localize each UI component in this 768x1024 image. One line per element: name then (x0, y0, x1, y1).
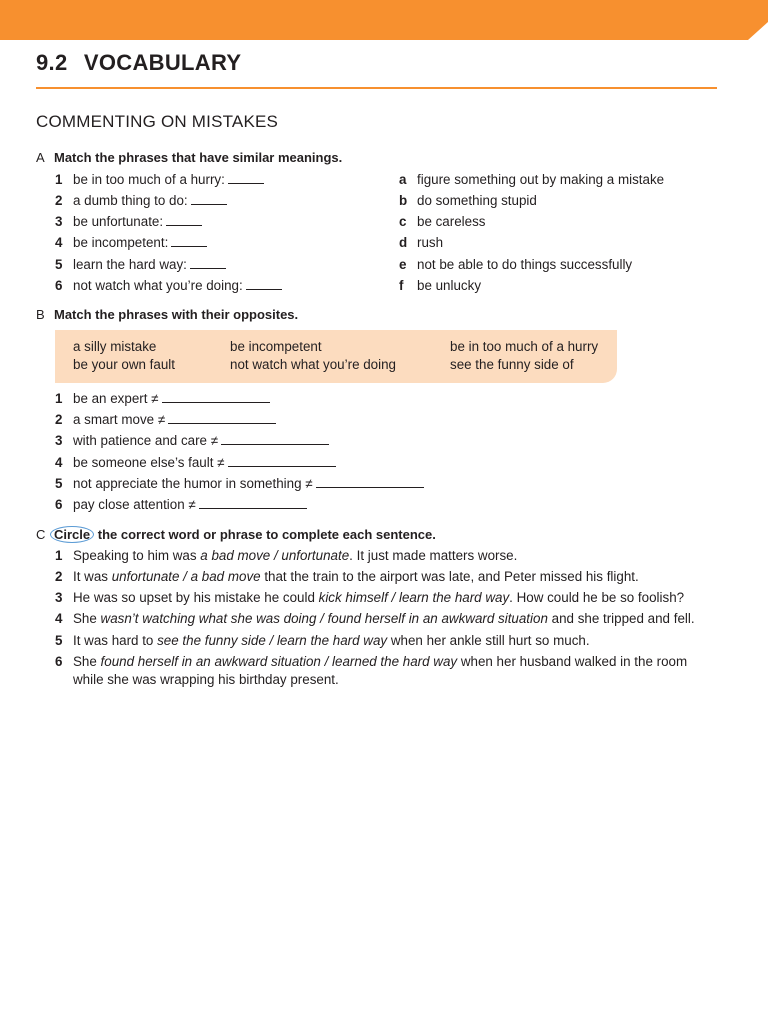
exercise-a-item (55, 171, 264, 189)
exercise-a-option (399, 171, 664, 189)
item-number: 3 (55, 214, 63, 229)
unit-title: VOCABULARY (83, 50, 242, 75)
item-number: 4 (55, 455, 63, 470)
word-box-phrase: be your own fault (73, 357, 175, 372)
exercise-letter: C (36, 527, 46, 542)
unit-heading (36, 50, 241, 76)
exercise-c-item-continuation (73, 671, 339, 689)
item-text: not appreciate the humor in something ≠ (73, 476, 313, 491)
option-letter: e (399, 257, 407, 272)
word-box-phrase: not watch what you’re doing (230, 357, 396, 372)
option-text: rush (417, 235, 444, 250)
exercise-a-item (55, 192, 227, 210)
exercise-instruction: the correct word or phrase to complete each sentence. (94, 527, 436, 542)
answer-blank[interactable] (162, 390, 270, 403)
section-title: COMMENTING ON MISTAKES (36, 112, 279, 131)
exercise-b-item (55, 432, 329, 450)
exercise-c-item (55, 610, 695, 628)
exercise-c-item (55, 632, 590, 650)
answer-blank[interactable] (191, 192, 227, 205)
word-box (55, 330, 617, 383)
item-text: be incompetent: (73, 235, 169, 250)
sentence-text: It was hard to (73, 633, 158, 648)
option-text: be unlucky (417, 278, 482, 293)
item-text: be an expert ≠ (73, 391, 159, 406)
item-number: 3 (55, 433, 63, 448)
choice-options[interactable]: found herself in an awkward situation / learned the hard way (100, 654, 458, 669)
sentence-text: when her ankle still hurt so much. (387, 633, 590, 648)
item-text: be someone else’s fault ≠ (73, 455, 225, 470)
item-number: 1 (55, 391, 63, 406)
exercise-a-item (55, 234, 207, 252)
answer-blank[interactable] (228, 171, 264, 184)
item-text: be unfortunate: (73, 214, 164, 229)
sentence-text: that the train to the airport was late, and Peter missed his flight. (260, 569, 639, 584)
exercise-letter: B (36, 307, 45, 322)
exercise-c-heading (36, 526, 436, 543)
item-number: 6 (55, 654, 63, 669)
exercise-b-item (55, 475, 424, 493)
answer-blank[interactable] (316, 475, 424, 488)
item-number: 5 (55, 257, 63, 272)
answer-blank[interactable] (228, 454, 336, 467)
sentence-text: when her husband walked in the room (457, 654, 688, 669)
exercise-b-item (55, 390, 270, 408)
exercise-instruction: Match the phrases with their opposites. (54, 307, 299, 322)
exercise-a-item (55, 213, 202, 231)
answer-blank[interactable] (199, 496, 307, 509)
exercise-c-item (55, 653, 687, 671)
exercise-a-item (55, 277, 282, 295)
exercise-c-item (55, 589, 684, 607)
answer-blank[interactable] (171, 234, 207, 247)
item-number: 6 (55, 497, 63, 512)
answer-blank[interactable] (168, 411, 276, 424)
option-letter: c (399, 214, 407, 229)
word-box-phrase: a silly mistake (73, 339, 157, 354)
option-letter: a (399, 172, 407, 187)
answer-blank[interactable] (221, 432, 329, 445)
sentence-text: while she was wrapping his birthday present. (73, 672, 339, 687)
unit-number: 9.2 (36, 50, 68, 75)
answer-blank[interactable] (246, 277, 282, 290)
item-number: 1 (55, 172, 63, 187)
item-number: 5 (55, 633, 63, 648)
choice-options[interactable]: wasn’t watching what she was doing / found herself in an awkward situation (100, 611, 548, 626)
item-number: 3 (55, 590, 63, 605)
word-box-phrase: see the funny side of (450, 357, 574, 372)
sentence-text: She (73, 611, 101, 626)
sentence-text: She (73, 654, 101, 669)
word-box-phrase: be in too much of a hurry (450, 339, 599, 354)
option-letter: b (399, 193, 408, 208)
item-number: 4 (55, 611, 63, 626)
heading-rule (36, 87, 717, 89)
answer-blank[interactable] (190, 256, 226, 269)
exercise-a-option (399, 192, 537, 210)
exercise-a-option (399, 256, 632, 274)
choice-options[interactable]: see the funny side / learn the hard way (157, 633, 388, 648)
exercise-b-item (55, 496, 307, 514)
option-letter: f (399, 278, 404, 293)
item-text: pay close attention ≠ (73, 497, 196, 512)
item-text: learn the hard way: (73, 257, 187, 272)
exercise-a-option (399, 234, 443, 252)
choice-options[interactable]: kick himself / learn the hard way (318, 590, 510, 605)
exercise-b-heading (36, 307, 298, 322)
exercise-b-item (55, 411, 276, 429)
exercise-c-item (55, 547, 517, 565)
option-text: be careless (417, 214, 486, 229)
sentence-text: and she tripped and fell. (547, 611, 695, 626)
item-text: with patience and care ≠ (73, 433, 219, 448)
item-text: not watch what you’re doing: (73, 278, 243, 293)
item-text: a smart move ≠ (73, 412, 166, 427)
exercise-a-option (399, 213, 485, 231)
exercise-instruction: Match the phrases that have similar meanings. (54, 150, 343, 165)
choice-options[interactable]: unfortunate / a bad move (111, 569, 261, 584)
sentence-text: It was (73, 569, 112, 584)
header-band (0, 0, 768, 40)
item-text: a dumb thing to do: (73, 193, 188, 208)
option-text: not be able to do things successfully (417, 257, 633, 272)
sentence-text: . It just made matters worse. (349, 548, 518, 563)
item-number: 2 (55, 193, 63, 208)
item-number: 4 (55, 235, 63, 250)
item-number: 2 (55, 412, 63, 427)
option-text: figure something out by making a mistake (417, 172, 665, 187)
sentence-text: . How could he be so foolish? (509, 590, 685, 605)
answer-blank[interactable] (166, 213, 202, 226)
exercise-a-item (55, 256, 226, 274)
item-text: be in too much of a hurry: (73, 172, 225, 187)
item-number: 5 (55, 476, 63, 491)
option-letter: d (399, 235, 408, 250)
exercise-b-item (55, 454, 336, 472)
circled-word: Circle (50, 526, 94, 543)
exercise-c-item (55, 568, 639, 586)
item-number: 2 (55, 569, 63, 584)
sentence-text: Speaking to him was (73, 548, 201, 563)
word-box-phrase: be incompetent (230, 339, 322, 354)
sentence-text: He was so upset by his mistake he could (73, 590, 319, 605)
option-text: do something stupid (417, 193, 537, 208)
exercise-a-heading (36, 150, 342, 165)
exercise-a-option (399, 277, 481, 295)
choice-options[interactable]: a bad move / unfortunate (200, 548, 350, 563)
exercise-letter: A (36, 150, 45, 165)
item-number: 6 (55, 278, 63, 293)
item-number: 1 (55, 548, 63, 563)
